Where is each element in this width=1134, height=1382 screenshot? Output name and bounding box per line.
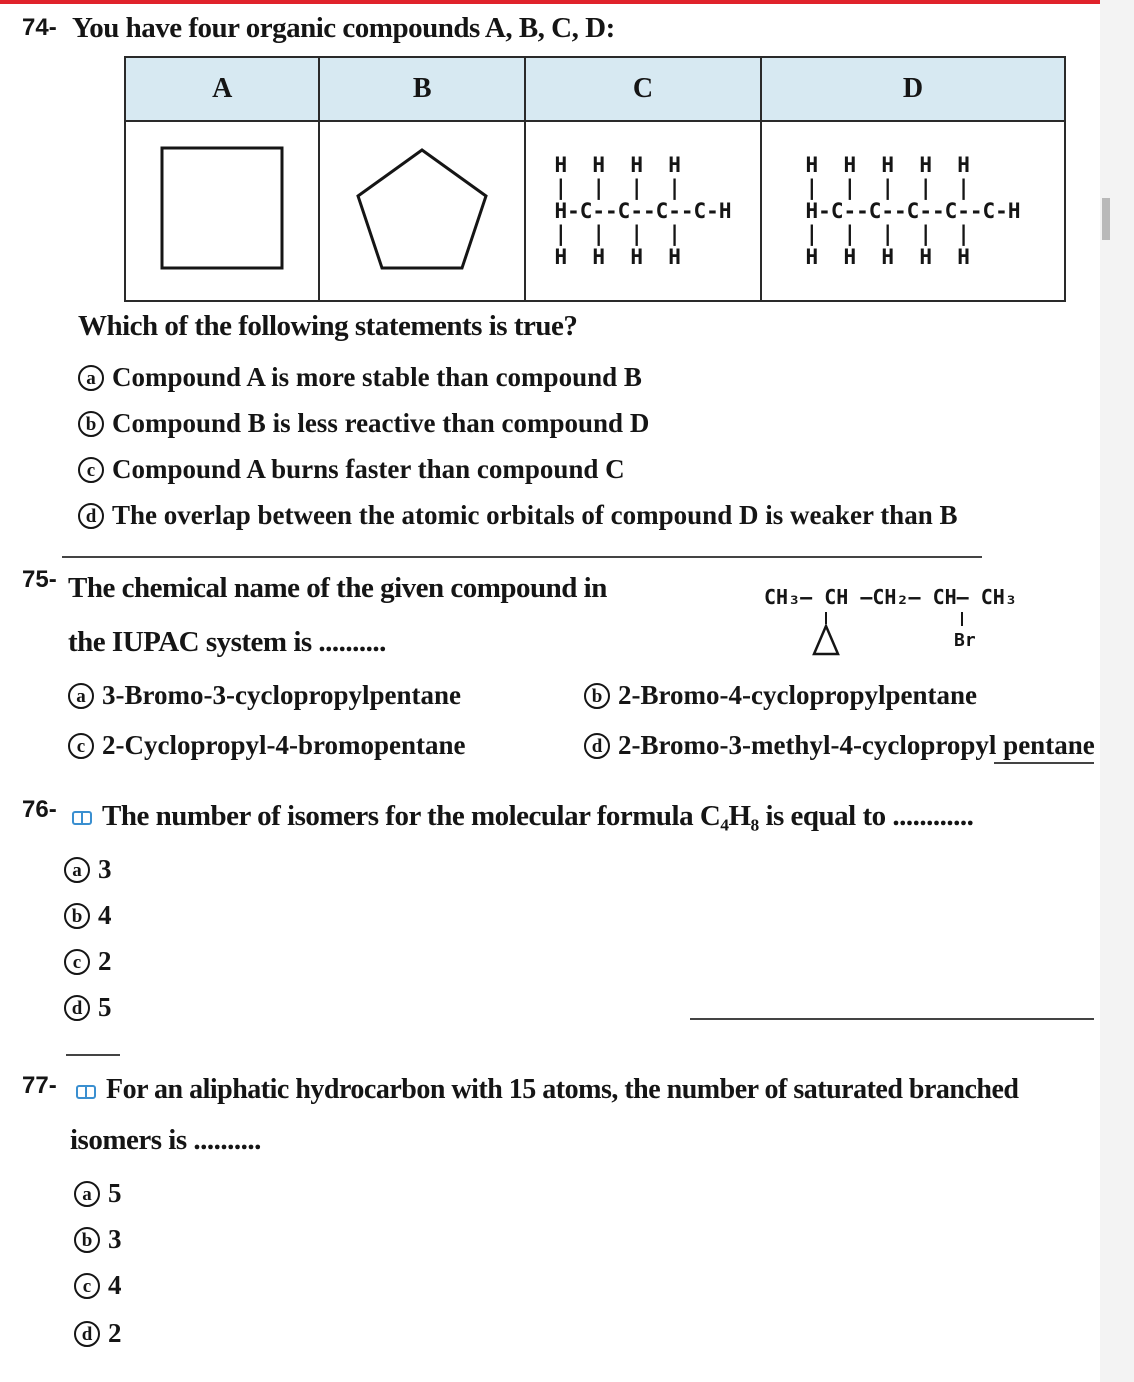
option-letter-badge: c (64, 949, 90, 975)
option-text: 5 (108, 1178, 122, 1208)
q75-stem-line1: The chemical name of the given compound in (68, 572, 607, 604)
q75-stem-line2: the IUPAC system is .......... (68, 626, 386, 658)
q76-stem-row (72, 800, 973, 833)
compound-d-cell (761, 121, 1065, 301)
q76-option-a[interactable] (64, 854, 112, 885)
q75-option-b[interactable] (584, 680, 977, 711)
option-text: The overlap between the atomic orbitals of compound D is weaker than B (112, 500, 958, 530)
q74-compound-table (124, 56, 1066, 302)
option-letter-badge: b (78, 411, 104, 437)
compound-c-cell (525, 121, 761, 301)
option-text: 3-Bromo-3-cyclopropylpentane (102, 680, 461, 710)
option-text: 2-Cyclopropyl-4-bromopentane (102, 730, 466, 760)
option-letter-badge: b (584, 683, 610, 709)
option-text: 4 (108, 1270, 122, 1300)
option-letter-badge: a (74, 1181, 100, 1207)
option-text: 2-Bromo-3-methyl-4-cyclopropyl pentane (618, 730, 1095, 760)
option-letter-badge: a (64, 857, 90, 883)
book-icon (72, 811, 92, 825)
divider (62, 556, 982, 558)
option-text: Compound B is less reactive than compound D (112, 408, 650, 438)
q74-number: 74- (22, 14, 57, 41)
q76-stem: The number of isomers for the molecular formula C₄H₈ is equal to ............ (102, 800, 974, 832)
option-text: 5 (98, 992, 112, 1022)
q74-stem: You have four organic compounds A, B, C, D: (72, 12, 615, 44)
option-text: 2 (108, 1318, 122, 1348)
divider (994, 762, 1094, 764)
q76-option-b[interactable] (64, 900, 112, 931)
option-letter-badge: a (78, 365, 104, 391)
cyclobutane-square-structure (152, 144, 292, 274)
option-letter-badge: c (68, 733, 94, 759)
q76-option-c[interactable] (64, 946, 112, 977)
option-text: 2-Bromo-4-cyclopropylpentane (618, 680, 977, 710)
q75-option-d[interactable] (584, 730, 1095, 761)
option-text: 3 (98, 854, 112, 884)
compound-a-cell (125, 121, 319, 301)
column-header-d: D (761, 57, 1065, 121)
divider (690, 1018, 1094, 1020)
q77-number: 77- (22, 1072, 57, 1099)
column-header-c: C (525, 57, 761, 121)
q77-stem-line1: For an aliphatic hydrocarbon with 15 atoms, the number of saturated branched (106, 1074, 1019, 1105)
column-header-a: A (125, 57, 319, 121)
option-letter-badge: d (64, 995, 90, 1021)
option-letter-badge: d (78, 503, 104, 529)
divider (66, 1054, 120, 1056)
q75-option-c[interactable] (68, 730, 466, 761)
q74-option-c[interactable] (78, 454, 625, 485)
option-letter-badge: d (74, 1321, 100, 1347)
option-text: Compound A burns faster than compound C (112, 454, 625, 484)
option-text: Compound A is more stable than compound B (112, 362, 642, 392)
pentane-structure: H H H H H | | | | | H-C--C--C--C--C-H | | | | | H H H H H (805, 152, 1021, 269)
q75-compound-formula (764, 586, 1074, 608)
option-letter-badge: c (78, 457, 104, 483)
option-text: 2 (98, 946, 112, 976)
q77-option-b[interactable] (74, 1224, 122, 1255)
q76-number: 76- (22, 796, 57, 823)
q74-option-d[interactable] (78, 500, 957, 531)
formula-main-chain: CH₃– CH –CH₂– CH– CH₃ (764, 585, 1017, 609)
column-header-b: B (319, 57, 525, 121)
q74-option-b[interactable] (78, 408, 649, 439)
cyclopentane-pentagon-structure (352, 144, 492, 274)
book-icon (76, 1085, 96, 1099)
option-text: 3 (108, 1224, 122, 1254)
q76-option-d[interactable] (64, 992, 112, 1023)
top-accent-bar (0, 0, 1100, 4)
bromine-substituent: Br (954, 630, 976, 651)
q74-option-a[interactable] (78, 362, 642, 393)
option-text: 4 (98, 900, 112, 930)
option-letter-badge: c (74, 1273, 100, 1299)
option-letter-badge: b (74, 1227, 100, 1253)
butane-structure: H H H H | | | | H-C--C--C--C-H | | | | H H H H (554, 152, 732, 269)
q77-stem-row (76, 1074, 1019, 1106)
compound-b-cell (319, 121, 525, 301)
option-letter-badge: d (584, 733, 610, 759)
option-letter-badge: b (64, 903, 90, 929)
scrollbar-thumb[interactable] (1102, 198, 1110, 240)
q77-option-c[interactable] (74, 1270, 122, 1301)
q77-option-d[interactable] (74, 1318, 122, 1349)
q77-option-a[interactable] (74, 1178, 122, 1209)
q74-question: Which of the following statements is true? (78, 310, 578, 342)
q75-option-a[interactable] (68, 680, 461, 711)
option-letter-badge: a (68, 683, 94, 709)
q75-number: 75- (22, 566, 57, 593)
q77-stem-line2: isomers is .......... (70, 1124, 261, 1156)
